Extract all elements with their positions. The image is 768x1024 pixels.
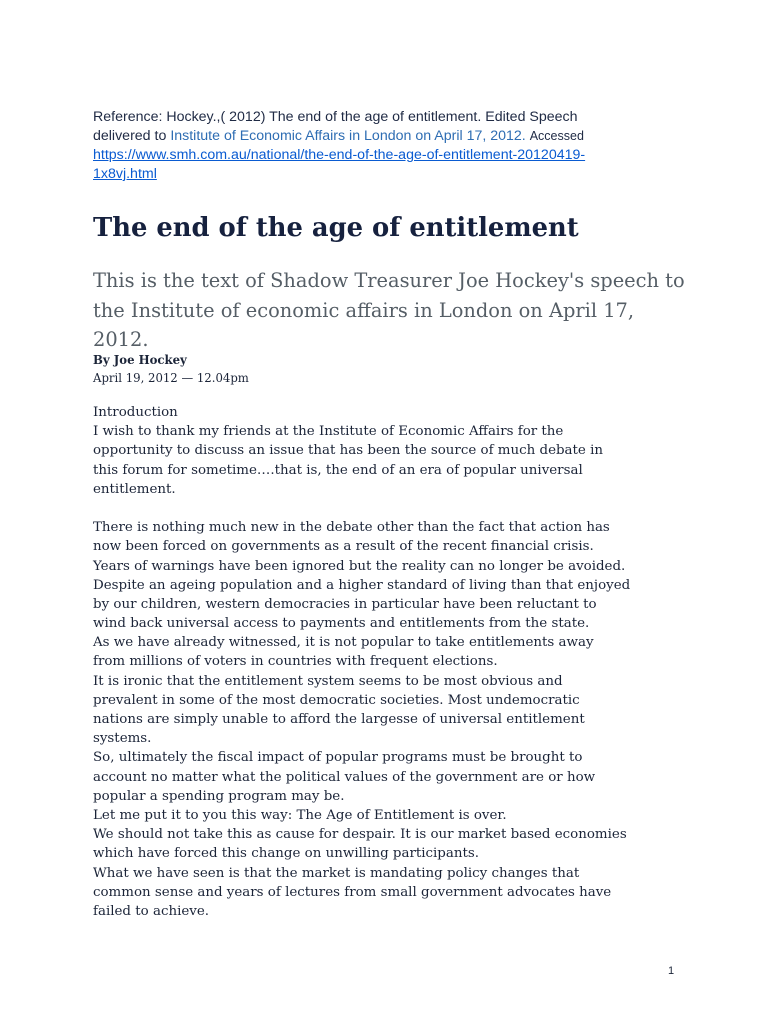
body-line: It is ironic that the entitlement system seems to be most obvious and [93, 673, 563, 689]
article-body [93, 403, 693, 921]
body-line: Let me put it to you this way: The Age of Entitlement is over. [93, 807, 507, 823]
body-line: this forum for sometime….that is, the end of an era of popular universal [93, 462, 583, 478]
body-line: failed to achieve. [93, 903, 210, 919]
body-line: common sense and years of lectures from small government advocates have [93, 884, 612, 900]
body-line: I wish to thank my friends at the Institute of Economic Affairs for the [93, 424, 564, 440]
article-subtitle: This is the text of Shadow Treasurer Joe Hockey's speech to the Institute of economic affairs in London on April 17, 2012. [93, 269, 685, 351]
reference-venue: Institute of Economic Affairs in London on April 17, 2012. [170, 128, 526, 144]
article-date: April 19, 2012 — 12.04pm [93, 371, 249, 385]
body-line: We should not take this as cause for despair. It is our market based economies [93, 827, 627, 843]
reference-delivered-to: delivered to [93, 128, 167, 144]
body-line: nations are simply unable to afford the largesse of universal entitlement [93, 712, 585, 727]
body-line: There is nothing much new in the debate other than the fact that action has [93, 520, 610, 536]
body-line: systems. [93, 731, 152, 747]
page-number: 1 [668, 965, 675, 977]
reference-url-line-2[interactable]: 1x8vj.html [93, 166, 157, 182]
reference-citation [93, 108, 693, 184]
body-line: What we have seen is that the market is mandating policy changes that [93, 865, 580, 881]
article-title: The end of the age of entitlement [93, 213, 579, 243]
body-line: account no matter what the political values of the government are or how [93, 769, 596, 785]
reference-url-line-1[interactable]: https://www.smh.com.au/national/the-end-of-the-age-of-entitlement-20120419- [93, 147, 586, 163]
body-line: from millions of voters in countries with frequent elections. [93, 654, 498, 670]
body-line: Despite an ageing population and a higher standard of living than that enjoyed [93, 577, 631, 593]
body-line: So, ultimately the fiscal impact of popular programs must be brought to [93, 750, 583, 766]
body-line: popular a spending program may be. [93, 788, 345, 804]
body-line: As we have already witnessed, it is not popular to take entitlements away [93, 635, 594, 651]
reference-url-link[interactable] [93, 147, 585, 182]
paragraph-break [93, 499, 693, 518]
body-line: Introduction [93, 405, 178, 420]
body-line: prevalent in some of the most democratic societies. Most undemocratic [93, 692, 580, 708]
reference-accessed: Accessed [529, 129, 584, 143]
body-line: Years of warnings have been ignored but the reality can no longer be avoided. [93, 558, 626, 574]
body-line: by our children, western democracies in particular have been reluctant to [93, 596, 597, 612]
body-line: now been forced on governments as a result of the recent financial crisis. [93, 539, 594, 555]
body-line: wind back universal access to payments and entitlements from the state. [93, 616, 590, 632]
body-line: opportunity to discuss an issue that has been the source of much debate in [93, 443, 604, 459]
body-line: entitlement. [93, 481, 176, 497]
article-byline: By Joe Hockey [93, 353, 187, 367]
body-line: which have forced this change on unwilling participants. [93, 846, 480, 862]
reference-prefix: Reference: Hockey.,( 2012) The end of the age of entitlement. Edited Speech [93, 109, 578, 125]
